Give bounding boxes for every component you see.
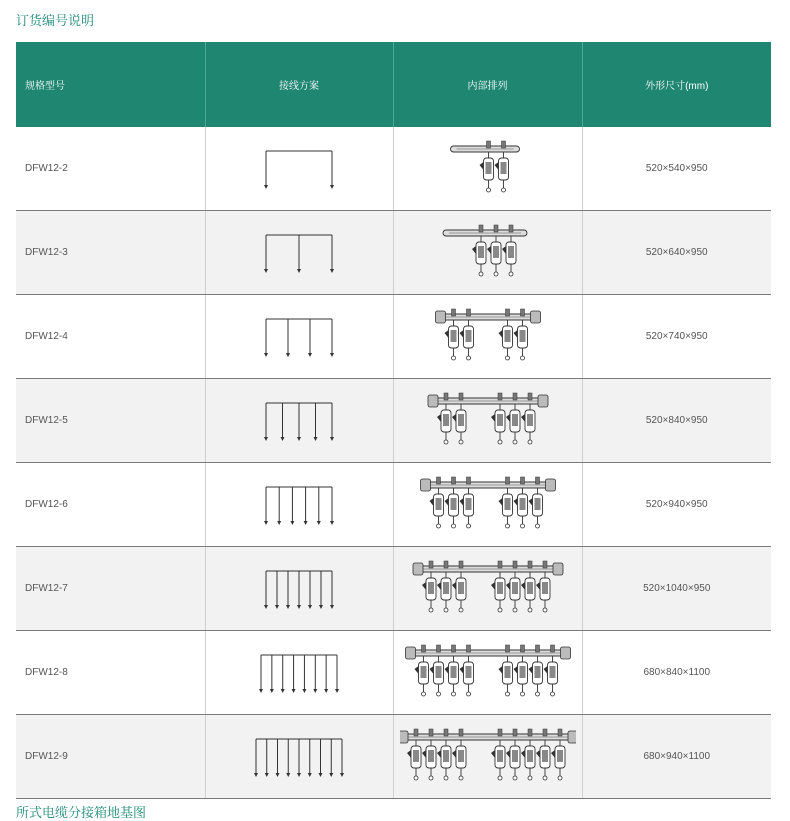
model-cell: DFW12-4 [16,295,205,379]
wiring-cell [205,379,393,463]
model-cell: DFW12-2 [16,127,205,211]
wiring-diagram [234,307,364,367]
wiring-diagram [234,559,364,619]
layout-cell [393,631,582,715]
wiring-diagram [234,139,364,199]
internal-layout-drawing [400,642,576,704]
table-row [16,379,771,463]
dimensions-cell: 680×940×1100 [582,715,771,799]
internal-layout-drawing [400,726,576,788]
internal-layout-drawing [400,558,576,620]
wiring-diagram [234,223,364,283]
layout-cell [393,715,582,799]
internal-layout-drawing [400,222,576,284]
dimensions-cell: 520×540×950 [582,127,771,211]
layout-cell [393,463,582,547]
header-model: 规格型号 [16,42,205,127]
model-cell: DFW12-5 [16,379,205,463]
layout-cell [393,211,582,295]
header-internal-layout: 内部排列 [393,42,582,127]
dimensions-cell: 680×840×1100 [582,631,771,715]
internal-layout-drawing [400,306,576,368]
internal-layout-drawing [400,390,576,452]
layout-cell [393,295,582,379]
dimensions-cell: 520×740×950 [582,295,771,379]
wiring-cell [205,463,393,547]
table-header-row [16,42,771,127]
table-row [16,295,771,379]
internal-layout-drawing [400,474,576,536]
table-row [16,211,771,295]
header-dimensions: 外形尺寸(mm) [582,42,771,127]
table-row [16,127,771,211]
wiring-diagram [234,391,364,451]
header-wiring-scheme: 接线方案 [205,42,393,127]
wiring-cell [205,295,393,379]
table-row [16,463,771,547]
layout-cell [393,127,582,211]
dimensions-cell: 520×640×950 [582,211,771,295]
wiring-cell [205,631,393,715]
dimensions-cell: 520×940×950 [582,463,771,547]
model-cell: DFW12-9 [16,715,205,799]
wiring-diagram [234,727,364,787]
table-row [16,547,771,631]
layout-cell [393,547,582,631]
wiring-cell [205,715,393,799]
model-cell: DFW12-6 [16,463,205,547]
model-cell: DFW12-8 [16,631,205,715]
internal-layout-drawing [400,138,576,200]
wiring-cell [205,547,393,631]
order-spec-table [16,42,771,799]
model-cell: DFW12-7 [16,547,205,631]
dimensions-cell: 520×1040×950 [582,547,771,631]
layout-cell [393,379,582,463]
footer-section-title: 所式电缆分接箱地基图 [16,805,147,820]
wiring-cell [205,211,393,295]
wiring-diagram [234,643,364,703]
model-cell: DFW12-3 [16,211,205,295]
section-title: 订货编号说明 [16,13,95,28]
table-row [16,715,771,799]
wiring-diagram [234,475,364,535]
dimensions-cell: 520×840×950 [582,379,771,463]
table-row [16,631,771,715]
wiring-cell [205,127,393,211]
